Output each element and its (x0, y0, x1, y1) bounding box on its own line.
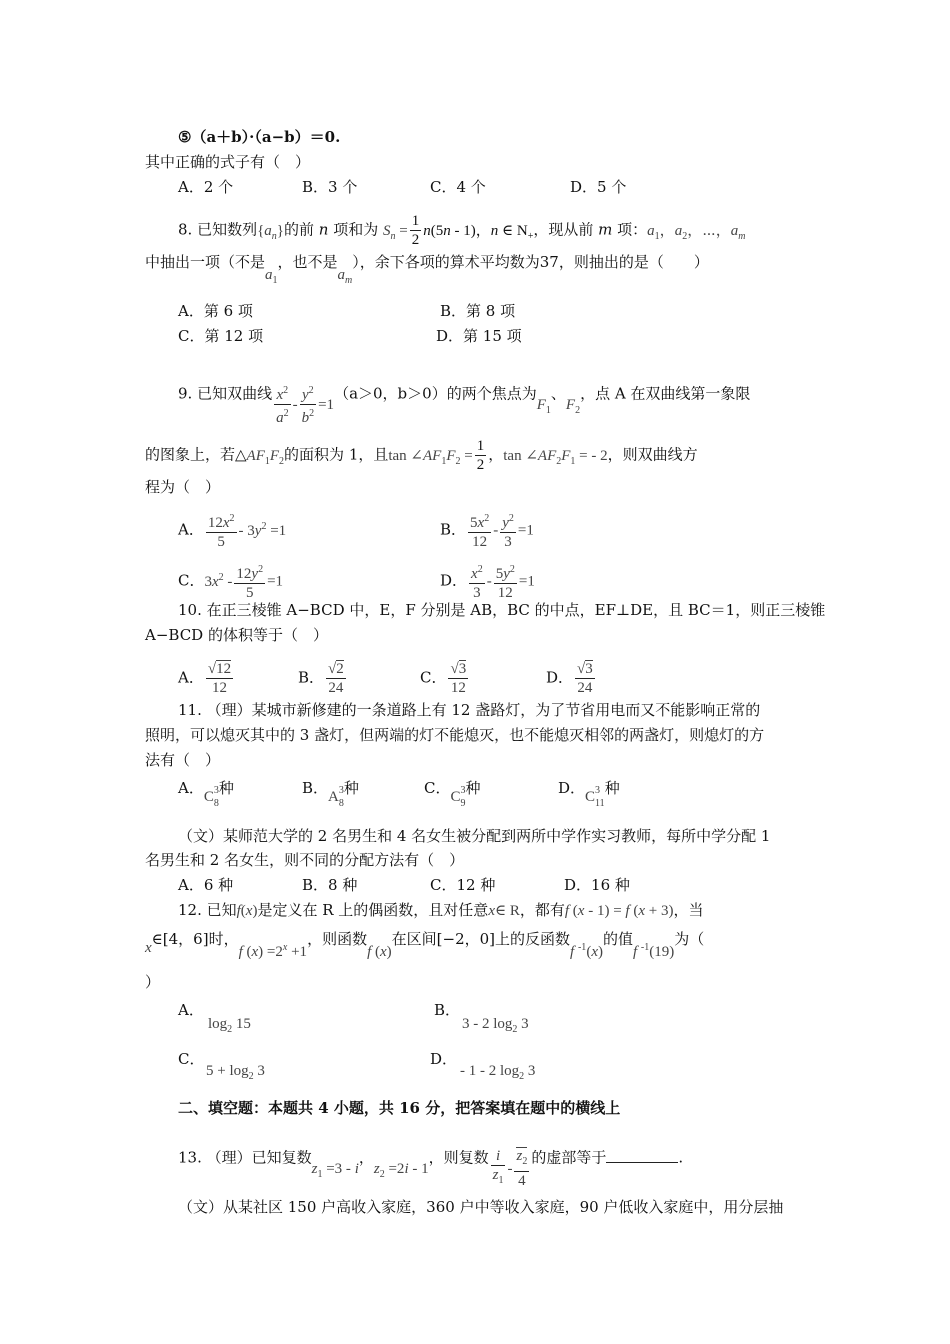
q9-option-a-label: A． (178, 520, 204, 539)
q8-option-b: B．第 8 项 (440, 302, 516, 320)
q8-text: 项和为 (333, 220, 379, 239)
q12-text: [4，6]时， (162, 930, 239, 948)
q9-option-c: C．$3x^2$ - $\frac{12y^2}{5}$ =1 (178, 561, 283, 602)
q11-wen-option-a: A．6 种 (178, 876, 234, 894)
q9-option-b-label: B． (440, 520, 467, 539)
q12-text: ，都有 (519, 901, 565, 919)
q8-fraction: $\frac{1}{2}$ (411, 213, 420, 248)
q8-line-2: 中抽出一项（不是$a_1$，也不是$a_m$），余下各项的算术平均数为37，则抽出的是（ ） (145, 253, 709, 286)
q9-line-3: 程为（ ） (145, 478, 221, 496)
q9-line-1: 9. 已知双曲线 $\frac{x^2}{a^2}$ - $\frac{y^2}{b^2}$ =1（a＞0，b＞0）的两个焦点为$F_1$、$F_2$，点 A 在双曲线第一象限 (178, 372, 750, 417)
q11-option-b-unit: 种 (343, 779, 359, 797)
q12-text: ，则函数 (307, 930, 368, 948)
q12-text: ，当 (673, 901, 704, 919)
q8-text: 中抽出一项（不是 (145, 253, 266, 271)
q8-text: 的前 (284, 220, 315, 239)
q11-wen-option-c: C．12 种 (430, 876, 496, 894)
q11-wen-line-2: 名男生和 2 名女生，则不同的分配方法有（ ） (145, 851, 465, 869)
q12-option-d-label: D． (430, 1050, 458, 1068)
q12-option-b-label: B． (434, 1001, 461, 1019)
q9-option-b: B． $\frac{5x^2}{12}$ - $\frac{y^2}{3}$ =1 (440, 510, 534, 551)
q12-text: 12. 已知 (178, 901, 237, 919)
q10-option-d: D． $\frac{√3}{24}$ (546, 661, 593, 696)
q11-line-3: 法有（ ） (145, 751, 221, 769)
q13-answer-blank[interactable] (606, 1148, 678, 1163)
q12-option-a: A． $\log_2 15$ (178, 1001, 251, 1035)
q10-option-b: B． $\frac{√2}{24}$ (298, 661, 344, 696)
q12-text: 在区间[−2，0]上的反函数 (391, 930, 571, 948)
q9-text: ，点 A 在双曲线第一象限 (580, 384, 751, 403)
q10-line-1: 10. 在正三棱锥 A−BCD 中，E，F 分别是 AB，BC 的中点，EF⊥DE，且 BC＝1，则正三棱锥 (178, 601, 826, 619)
q12-option-b: B． 3 - 2 $\log_2 3$ (434, 1001, 529, 1035)
q9-text: （a＞0，b＞0）的两个焦点为 (334, 384, 537, 403)
q11-line-1: 11. （理）某城市新修建的一条道路上有 12 盏路灯，为了节省用电而又不能影响正常的 (178, 701, 761, 719)
q11-option-d-unit: 种 (604, 779, 620, 797)
q7-option-a: A．2 个 (178, 178, 234, 196)
q11-option-a-label: A． (178, 779, 204, 797)
q11-option-b-label: B． (302, 779, 329, 797)
q7-option-c: C．4 个 (430, 178, 486, 196)
q10-option-b-label: B． (298, 668, 325, 687)
q12-line-3: ） (145, 973, 161, 991)
q12-option-a-label: A． (178, 1001, 204, 1019)
q13-text: ，则复数 (428, 1148, 489, 1167)
item-5 (178, 127, 340, 147)
q10-line-2: A−BCD 的体积等于（ ） (145, 626, 328, 644)
q9-text: 9. 已知双曲线 (178, 384, 273, 403)
q9-line-2: 的图象上，若$\triangle AF_1F_2$的面积为 1，且$\tan \angle AF_1F_2$ = $\frac{1}{2}$ ，$\tan \angle AF_2F_1$ = - 2，则双曲线方 (145, 438, 698, 473)
q11-wen-option-b: B．8 种 (302, 876, 358, 894)
q8-text: ），余下各项的算术平均数为37，则抽出的是（ ） (352, 253, 709, 271)
q11-wen-option-d: D．16 种 (564, 876, 630, 894)
q11-wen-line-1: （文）某师范大学的 2 名男生和 4 名女生被分配到两所中学作实习教师，每所中学分配 1 (178, 827, 771, 845)
q12-line-1: 12. 已知f(x)是定义在 R 上的偶函数，且对任意x∈ R，都有f (x - 1) = f (x + 3)，当 (178, 901, 704, 919)
q7-option-b: B．3 个 (302, 178, 358, 196)
q9-option-a: A． $\frac{12x^2}{5}$ - $3y^2 =1$ (178, 510, 286, 551)
q11-option-d: D．C 3 $_{11}$种 (558, 779, 620, 809)
q11-option-a: A．C 3 $_8$种 (178, 779, 234, 809)
q12-option-c: C． $5 + \log_2 3$ (178, 1050, 265, 1082)
q8-option-a: A．第 6 项 (178, 302, 253, 320)
q9-text: ，则双曲线方 (607, 445, 698, 464)
q9-text: 的图象上，若△ (145, 445, 247, 464)
q10-option-c: C． $\frac{√3}{12}$ (420, 661, 467, 696)
q10-option-c-label: C． (420, 668, 447, 687)
q9-option-d-label: D． (440, 571, 468, 590)
q8-option-d: D．第 15 项 (436, 327, 522, 345)
q9-text: 的面积为 1，且 (284, 445, 389, 464)
q8-text: 项： (617, 220, 648, 239)
item-5-text: ⑤（a＋b）·（a−b）＝0. (178, 128, 341, 146)
q11-line-2: 照明，可以熄灭其中的 3 盏灯，但两端的灯不能熄灭，也不能熄灭相邻的两盏灯，则熄灯的方 (145, 726, 765, 744)
q11-option-c-label: C． (424, 779, 451, 797)
q10-option-d-label: D． (546, 668, 574, 687)
q11-option-c: C．C 3 $_9$种 (424, 779, 481, 809)
q11-option-b: B．A 3 $_8$种 (302, 779, 359, 809)
q11-option-a-unit: 种 (218, 779, 234, 797)
q13-text: 的虚部等于 (531, 1148, 607, 1167)
q13-line-1: 13. （理）已知复数$z_1 =3 - i$，$z_2 =2i - 1$，则复数 $\frac{i}{z_1}$ - $\frac{z_2}{4}$ 的虚部等于 . (178, 1148, 684, 1189)
q8-line-1: 8. 已知数列$\{a_n\}$的前 n 项和为 $S_n$ = $\frac{1}{2}$ n(5n - 1)，n ∈ $N_+$，现从前 m 项：$a_1$，$a_2$，⋯，$a_m$ (178, 213, 746, 248)
q9-option-d: D． $\frac{x^2}{3}$ - $\frac{5y^2}{12}$ =1 (440, 561, 535, 602)
q8-text: ，现从前 (533, 220, 594, 239)
q8-text: ，也不是 (277, 253, 338, 271)
q10-option-a-label: A． (178, 668, 204, 687)
q8-option-c: C．第 12 项 (178, 327, 264, 345)
q12-text: 的值 (602, 930, 633, 948)
q13-text: 13. （理）已知复数 (178, 1148, 312, 1167)
q9-option-c-label: C． (178, 571, 205, 590)
q7-option-d: D．5 个 (570, 178, 627, 196)
q12-option-c-label: C． (178, 1050, 205, 1068)
q10-option-a: A． $\frac{√12}{12}$ (178, 661, 232, 696)
q8-text: 8. 已知数列 (178, 220, 258, 239)
q12-line-2: x∈[4，6]时，f $(x) =2^x +1$，则函数f (x)在区间[−2，0]上的反函数f $^{-1}$(x)的值f $^{-1}$(19)为（ (145, 930, 705, 960)
q13-wen-line-1: （文）从某社区 150 户高收入家庭，360 户中等收入家庭，90 户低收入家庭中，用分层抽 (178, 1198, 784, 1216)
q12-text: 为（ (674, 930, 705, 948)
q11-option-c-unit: 种 (465, 779, 481, 797)
section-2-title: 二、填空题：本题共 4 小题，共 16 分，把答案填在题中的横线上 (178, 1099, 621, 1117)
q11-option-d-label: D． (558, 779, 586, 797)
q7-stem: 其中正确的式子有（ ） (145, 153, 311, 171)
q12-text: 是定义在 R 上的偶函数，且对任意 (257, 901, 489, 919)
q12-option-d: D． - 1 - 2 $\log_2 3$ (430, 1050, 536, 1082)
